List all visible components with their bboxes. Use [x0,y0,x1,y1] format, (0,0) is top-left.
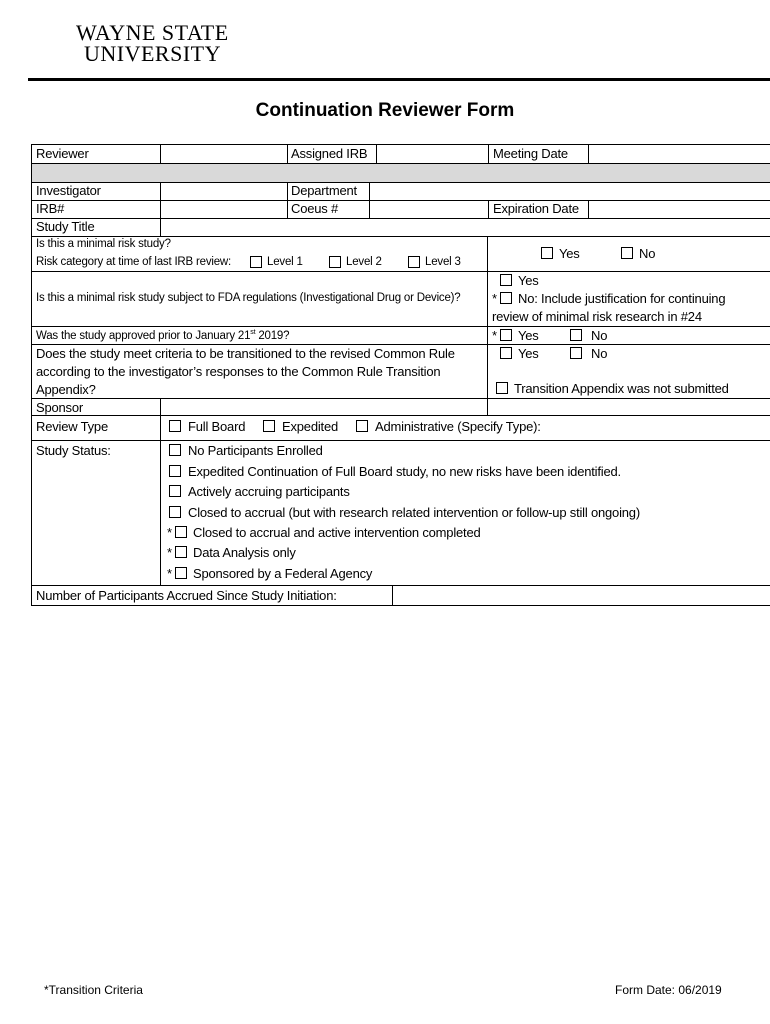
irb-field[interactable] [161,201,287,218]
status-no-participants-checkbox[interactable] [169,444,181,456]
level3-checkbox[interactable] [408,256,420,268]
fda-yes-label: Yes [518,273,539,288]
status-federal-agency-asterisk: * [167,566,173,581]
minimal-risk-no-checkbox[interactable] [621,247,633,259]
department-field[interactable] [370,183,770,200]
reviewer-label: Reviewer [36,146,89,161]
status-actively-accruing-checkbox[interactable] [169,485,181,497]
header-rule [28,78,770,81]
fda-no-checkbox[interactable] [500,292,512,304]
fda-question: Is this a minimal risk study subject to FDA regulations (Investigational Drug or Device)? [36,292,461,304]
expedited-label: Expedited [282,419,339,434]
study-status-label: Study Status: [36,443,111,458]
full-board-checkbox[interactable] [169,420,181,432]
approved-yes-label: Yes [518,328,539,343]
status-federal-agency-label: Sponsored by a Federal Agency [193,566,373,581]
approved-yes-checkbox[interactable] [500,329,512,341]
assigned-irb-label: Assigned IRB [291,146,368,161]
common-rule-line3: Appendix? [36,382,96,397]
study-title-field[interactable] [161,219,770,236]
minimal-risk-no-label: No [639,246,656,261]
expiration-date-label: Expiration Date [493,201,579,216]
level2-checkbox[interactable] [329,256,341,268]
level3-label: Level 3 [425,256,461,268]
risk-category-label: Risk category at time of last IRB review: [36,256,232,268]
not-submitted-checkbox[interactable] [496,382,508,394]
common-rule-no-label: No [591,346,608,361]
logo-line2: UNIVERSITY [84,41,221,66]
footer-transition-criteria: *Transition Criteria [44,983,143,997]
status-closed-completed-checkbox[interactable] [175,526,187,538]
common-rule-yes-checkbox[interactable] [500,347,512,359]
fda-yes-checkbox[interactable] [500,274,512,286]
status-closed-ongoing-checkbox[interactable] [169,506,181,518]
expiration-date-field[interactable] [589,201,770,218]
status-data-analysis-asterisk: * [167,545,173,560]
approved-question: Was the study approved prior to January 21st 2019? [36,329,290,342]
fda-no-label-line2: review of minimal risk research in #24 [492,309,702,324]
department-label: Department [291,183,357,198]
fda-no-asterisk: * [492,291,498,306]
status-closed-ongoing-label: Closed to accrual (but with research related intervention or follow-up still ongoing) [188,505,640,520]
status-data-analysis-label: Data Analysis only [193,545,296,560]
minimal-risk-question: Is this a minimal risk study? [36,238,171,250]
status-expedited-continuation-checkbox[interactable] [169,465,181,477]
logo-line1: WAYNE STATE [76,20,229,45]
reviewer-field[interactable] [161,145,287,163]
shaded-separator-row [32,164,770,182]
common-rule-no-checkbox[interactable] [570,347,582,359]
approved-no-checkbox[interactable] [570,329,582,341]
meeting-date-label: Meeting Date [493,146,568,161]
irb-label: IRB# [36,201,65,216]
status-no-participants-label: No Participants Enrolled [188,443,323,458]
sponsor-label: Sponsor [36,400,84,415]
footer-form-date: Form Date: 06/2019 [615,983,722,997]
level1-label: Level 1 [267,256,303,268]
administrative-checkbox[interactable] [356,420,368,432]
coeus-field[interactable] [370,201,488,218]
minimal-risk-yes-label: Yes [559,246,580,261]
status-data-analysis-checkbox[interactable] [175,546,187,558]
approved-asterisk: * [492,328,498,343]
fda-no-label: No: Include justification for continuing [518,291,726,306]
level1-checkbox[interactable] [250,256,262,268]
study-title-label: Study Title [36,219,95,234]
administrative-label: Administrative (Specify Type): [375,419,541,434]
full-board-label: Full Board [188,419,246,434]
common-rule-yes-label: Yes [518,346,539,361]
common-rule-line2: according to the investigator’s responses to the Common Rule Transition [36,364,441,379]
minimal-risk-yes-checkbox[interactable] [541,247,553,259]
review-type-label: Review Type [36,419,108,434]
status-actively-accruing-label: Actively accruing participants [188,484,350,499]
status-closed-completed-label: Closed to accrual and active intervention completed [193,525,481,540]
common-rule-line1: Does the study meet criteria to be transitioned to the revised Common Rule [36,346,455,361]
coeus-label: Coeus # [291,201,339,216]
approved-no-label: No [591,328,608,343]
meeting-date-field[interactable] [589,145,770,163]
sponsor-field[interactable] [161,399,487,415]
status-closed-completed-asterisk: * [167,525,173,540]
status-expedited-continuation-label: Expedited Continuation of Full Board study, no new risks have been identified. [188,464,621,479]
expedited-checkbox[interactable] [263,420,275,432]
investigator-label: Investigator [36,183,101,198]
participants-field[interactable] [393,586,770,605]
investigator-field[interactable] [161,183,287,200]
participants-label: Number of Participants Accrued Since Study Initiation: [36,588,337,603]
status-federal-agency-checkbox[interactable] [175,567,187,579]
level2-label: Level 2 [346,256,382,268]
page-title: Continuation Reviewer Form [255,100,515,121]
assigned-irb-field[interactable] [377,145,488,163]
not-submitted-label: Transition Appendix was not submitted [514,381,729,396]
